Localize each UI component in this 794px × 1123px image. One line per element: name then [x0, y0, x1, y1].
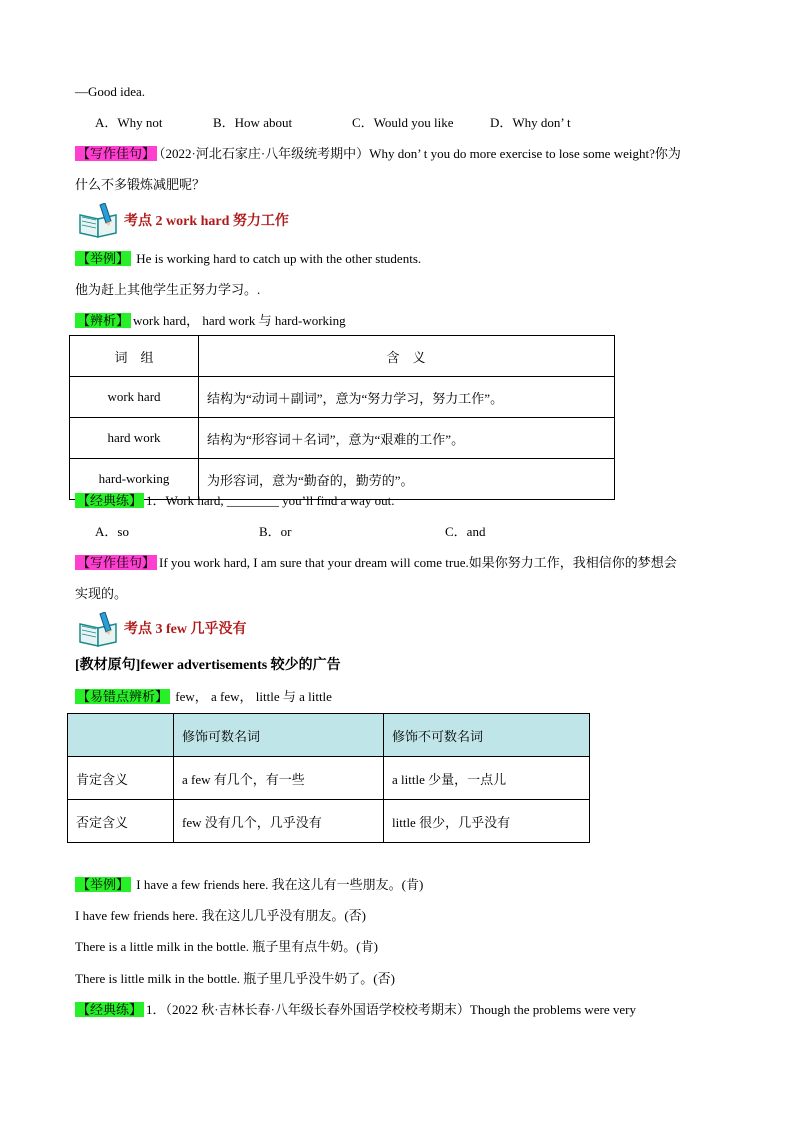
- table-cell: 结构为“形容词＋名词”，意为“艰难的工作”。: [199, 418, 615, 459]
- confuse-text: few， a few， little 与 a little: [172, 689, 332, 704]
- practice-text: 1．Work hard, ________ you’ll find a way out.: [146, 493, 395, 508]
- writing-line-2: 什么不多锻炼减肥呢？: [75, 177, 206, 192]
- practice-tag: 【经典练】: [77, 493, 143, 508]
- table-cell: 肯定含义: [68, 757, 174, 800]
- example-line: There is a little milk in the bottle. 瓶子里有点牛奶。(肯): [75, 939, 378, 954]
- option-a[interactable]: A．Why not: [95, 115, 163, 130]
- confuse-tag: 【易错点辨析】: [77, 689, 169, 704]
- table-row: [68, 757, 590, 800]
- practice-option-c[interactable]: C．and: [445, 524, 486, 539]
- writing-tag: 【写作佳句】: [77, 146, 156, 161]
- analysis-tag: 【辨析】: [77, 313, 130, 328]
- analysis-text: work hard， hard work 与 hard-working: [133, 313, 346, 328]
- kd2-writing: [75, 554, 677, 572]
- answer-line: —Good idea.: [75, 84, 146, 99]
- kd3-example: [75, 876, 423, 894]
- table-cell: 否定含义: [68, 800, 174, 843]
- practice-option-b[interactable]: B．or: [259, 524, 292, 539]
- kd2-title: 考点 2 work hard 努力工作: [124, 214, 289, 229]
- table-cell: a few 有几个，有一些: [174, 757, 384, 800]
- practice-tag: 【经典练】: [77, 1002, 143, 1017]
- kd3-source-line: [教材原句]fewer advertisements 较少的广告: [75, 658, 341, 673]
- practice-text: 1．（2022 秋·吉林长春·八年级长春外国语学校校考期末）Though the problems were very: [146, 1002, 636, 1017]
- table-cell: 结构为“动词＋副词”，意为“努力学习，努力工作”。: [199, 377, 615, 418]
- kd3-table: [67, 713, 590, 843]
- table-cell: hard-working: [70, 459, 199, 500]
- writing-tag: 【写作佳句】: [77, 555, 156, 570]
- kd3-practice: [75, 1001, 636, 1019]
- table-row: [68, 800, 590, 843]
- header-countable: 修饰可数名词: [174, 714, 384, 757]
- writing-sentence-1: [75, 145, 681, 163]
- kd2-example: [75, 250, 421, 268]
- writing-line-1: If you work hard, I am sure that your dream will come true.如果你努力工作，我相信你的梦想会: [159, 555, 677, 570]
- example-line: There is little milk in the bottle. 瓶子里几乎没牛奶了。(否): [75, 971, 395, 986]
- book-pencil-icon: [78, 612, 118, 648]
- example-tag: 【举例】: [77, 251, 130, 266]
- example-line: I have a few friends here. 我在这儿有一些朋友。(肯): [133, 877, 424, 892]
- writing-line-1: （2022·河北石家庄·八年级统考期中）Why don’ t you do more exercise to lose some weight?你为: [159, 146, 681, 161]
- table-cell: a little 少量，一点儿: [384, 757, 590, 800]
- kd2-practice: [75, 492, 394, 510]
- kd2-table: [69, 335, 615, 500]
- table-row: [70, 377, 615, 418]
- header-uncountable: 修饰不可数名词: [384, 714, 590, 757]
- example-en: He is working hard to catch up with the other students.: [133, 251, 422, 266]
- example-line: I have few friends here. 我在这儿几乎没有朋友。(否): [75, 908, 366, 923]
- book-pencil-icon: [78, 203, 118, 239]
- table-header-row: [68, 714, 590, 757]
- table-cell: hard work: [70, 418, 199, 459]
- kd3-title: 考点 3 few 几乎没有: [124, 622, 247, 637]
- option-b[interactable]: B．How about: [213, 115, 293, 130]
- writing-line-2: 实现的。: [75, 586, 128, 601]
- kd2-analysis: [75, 312, 346, 330]
- header-empty: [68, 714, 174, 757]
- header-phrase: 词 组: [70, 336, 199, 377]
- option-d[interactable]: D．Why don’ t: [490, 115, 571, 130]
- example-cn: 他为赶上其他学生正努力学习。.: [75, 282, 261, 297]
- table-cell: little 很少，几乎没有: [384, 800, 590, 843]
- example-tag: 【举例】: [77, 877, 130, 892]
- table-header-row: [70, 336, 615, 377]
- kd3-confuse: [75, 688, 332, 706]
- table-row: [70, 418, 615, 459]
- table-cell: few 没有几个，几乎没有: [174, 800, 384, 843]
- practice-option-a[interactable]: A．so: [95, 524, 129, 539]
- table-cell: 为形容词，意为“勤奋的，勤劳的”。: [199, 459, 615, 500]
- header-meaning: 含 义: [199, 336, 615, 377]
- option-c[interactable]: C．Would you like: [352, 115, 454, 130]
- table-cell: work hard: [70, 377, 199, 418]
